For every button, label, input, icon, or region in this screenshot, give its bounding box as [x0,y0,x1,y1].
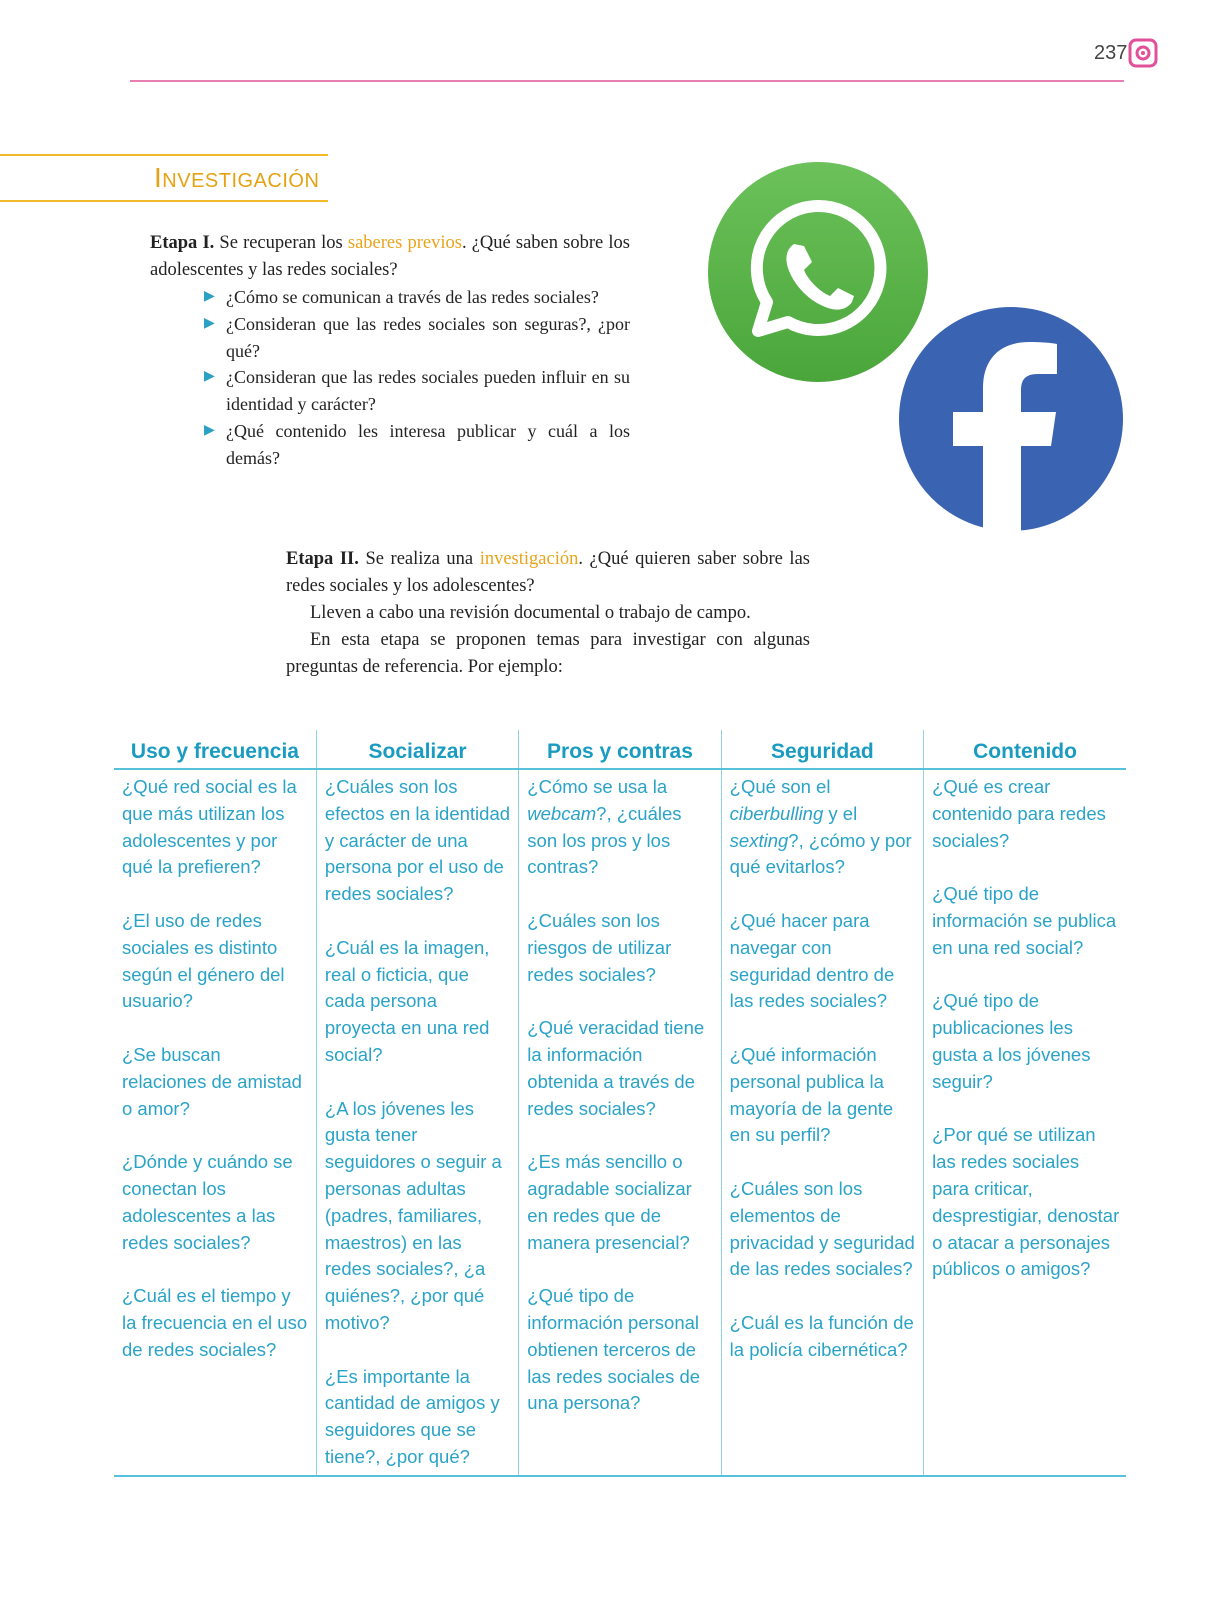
question-text: ¿Cuál es la imagen, real o ficticia, que cada persona proyecta en una red social? [324,936,490,1065]
section-title: Investigación [154,162,320,193]
question-text [527,774,714,881]
table-cell-pros [519,769,721,1476]
stage1-text-before: Se recuperan los [214,233,348,253]
question-text: ¿Qué contenido les interesa publicar y cuál a los demás? [226,420,630,468]
section-rule-top [0,154,328,156]
table-cell-socializar [316,769,518,1476]
bullet-icon: ▶ [204,289,215,304]
question-text: ¿Cuáles son los riesgos de utilizar redes sociales? [527,909,672,985]
stage2-text-after: . ¿Qué quieren saber sobre las redes sociales y los adolescentes? [286,549,810,596]
question-text: ¿Qué hacer para navegar con seguridad dentro de las redes sociales? [729,909,895,1012]
stage2-intro [286,546,810,600]
question-text: ¿Es importante la cantidad de amigos y seguidores que se tiene?, ¿por qué? [324,1365,500,1467]
question-text: ¿A los jóvenes les gusta tener seguidores o seguir a personas adultas (padres, familiares, maestros) en las redes sociales?, ¿a quiénes?, ¿por qué motivo? [324,1097,502,1333]
stage1-intro [150,230,630,284]
question-text [730,774,917,881]
stage1-highlight: saberes previos [347,233,462,253]
table-cell-seguridad [721,769,923,1476]
column-header: Contenido [924,730,1126,769]
text-span: ?, ¿cómo y por qué evitarlos? [729,829,912,878]
question-text: ¿Qué tipo de información se publica en una red social? [932,883,1117,958]
stage2-text [286,546,810,681]
stage1-text-after: . ¿Qué saben sobre los adolescentes y las redes sociales? [150,233,630,280]
question-text: ¿El uso de redes sociales es distinto según el género del usuario? [122,909,285,1012]
column-header: Uso y frecuencia [114,730,316,769]
stage2-text-before: Se realiza una [358,549,480,569]
page-number: 237 [1094,42,1128,64]
question-text: ¿Cómo se comunican a través de las redes sociales? [226,287,599,307]
whatsapp-logo-icon [706,160,930,384]
bullet-icon: ▶ [204,369,215,385]
list-item [204,418,630,472]
question-text: ¿Por qué se utilizan las redes sociales para criticar, desprestigiar, denostar o atacar a personajes públicos o amigos? [932,1124,1120,1280]
column-header: Seguridad [721,730,923,769]
question-text: ¿Se buscan relaciones de amistad o amor? [122,1043,302,1119]
question-text: ¿Cuáles son los elementos de privacidad y seguridad de las redes sociales? [729,1177,915,1280]
stage2-highlight: investigación [479,549,579,569]
stage2-paragraph: En esta etapa se proponen temas para investigar con algunas preguntas de referencia. Por ejemplo: [286,630,810,677]
question-text: ¿Cuáles son los efectos en la identidad y carácter de una persona por el uso de redes sociales? [324,776,511,905]
bullet-icon: ▶ [204,315,215,331]
question-text: ¿Qué veracidad tiene la información obtenida a través de redes sociales? [527,1017,705,1119]
table-header-row [114,730,1126,769]
question-text: ¿Cuál es el tiempo y la frecuencia en el uso de redes sociales? [122,1285,308,1360]
column-header: Pros y contras [519,730,721,769]
text-span: y el [823,802,858,824]
bullet-icon: ▶ [204,422,215,438]
text-span: ?, ¿cuáles son los pros y los contras? [527,802,682,878]
table-cell-uso [114,769,316,1476]
question-text: ¿Qué tipo de información personal obtienen terceros de las redes sociales de una persona? [527,1285,701,1414]
facebook-logo-icon [898,306,1124,532]
ornament-icon [1128,38,1158,68]
italic-term: webcam [527,802,597,824]
research-topics-table [114,730,1126,1477]
header-rule [130,80,1124,82]
question-text: ¿Qué red social es la que más utilizan los adolescentes y por qué la prefieren? [122,776,297,878]
text-span: ¿Qué son el [729,776,831,797]
question-text: ¿Qué tipo de publicaciones les gusta a los jóvenes seguir? [932,990,1091,1092]
section-rule-bottom [0,200,328,202]
stage2-label: Etapa II. [286,549,359,569]
stage1-label: Etapa I. [150,233,215,253]
table-cell-contenido [924,769,1126,1476]
list-item [204,284,630,311]
italic-term: ciberbulling [729,802,824,824]
list-item [204,311,630,365]
table-row [114,769,1126,1476]
text-span: ¿Cómo se usa la [527,776,668,797]
question-text: ¿Qué es crear contenido para redes sociales? [932,776,1106,851]
list-item [204,364,630,418]
question-text: ¿Consideran que las redes sociales son seguras?, ¿por qué? [226,313,630,361]
question-text: ¿Consideran que las redes sociales pueden influir en su identidad y carácter? [226,367,630,415]
italic-term: sexting [729,829,789,851]
question-text: ¿Dónde y cuándo se conectan los adolescentes a las redes sociales? [122,1151,293,1253]
question-text: ¿Cuál es la función de la policía cibernética? [729,1311,914,1360]
stage2-paragraph: Lleven a cabo una revisión documental o trabajo de campo. [310,603,751,623]
question-text: ¿Qué información personal publica la mayoría de la gente en su perfil? [729,1043,894,1146]
column-header: Socializar [316,730,518,769]
stage1-question-list [204,284,630,472]
question-text: ¿Es más sencillo o agradable socializar en redes que de manera presencial? [527,1151,692,1253]
